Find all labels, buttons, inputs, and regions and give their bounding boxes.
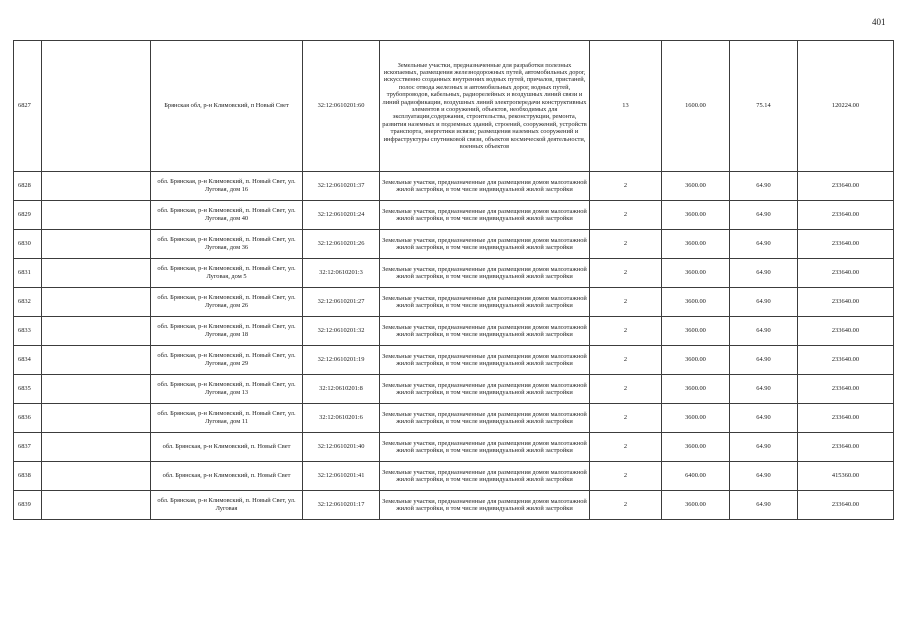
cadastral-number-cell: 32:12:0610201:17 [303, 491, 380, 520]
land-purpose-cell: Земельные участки, предназначенные для размещения домов малоэтажной жилой застройки, в том числе индивидуальной жилой застройки [380, 375, 590, 404]
specific-value-cell: 64.90 [730, 462, 798, 491]
area-cell: 3600.00 [662, 317, 730, 346]
table-row [14, 404, 894, 433]
table-body [14, 41, 894, 520]
address-cell: обл. Брянская, р-н Климовский, п. Новый Свет, ул. Луговая, дом 11 [151, 404, 303, 433]
row-number: 6827 [14, 41, 42, 172]
group-cell: 2 [590, 375, 662, 404]
address-cell: обл. Брянская, р-н Климовский, п. Новый Свет, ул. Луговая, дом 40 [151, 201, 303, 230]
blank-cell [42, 317, 151, 346]
table-row [14, 201, 894, 230]
table-row [14, 317, 894, 346]
cadastral-value-cell: 233640.00 [798, 375, 894, 404]
land-purpose-cell: Земельные участки, предназначенные для размещения домов малоэтажной жилой застройки, в том числе индивидуальной жилой застройки [380, 491, 590, 520]
cadastral-number-cell: 32:12:0610201:19 [303, 346, 380, 375]
blank-cell [42, 491, 151, 520]
blank-cell [42, 433, 151, 462]
address-cell: обл. Брянская, р-н Климовский, п. Новый Свет, ул. Луговая, дом 29 [151, 346, 303, 375]
row-number: 6833 [14, 317, 42, 346]
specific-value-cell: 64.90 [730, 433, 798, 462]
land-purpose-cell: Земельные участки, предназначенные для размещения домов малоэтажной жилой застройки, в том числе индивидуальной жилой застройки [380, 259, 590, 288]
land-purpose-cell: Земельные участки, предназначенные для размещения домов малоэтажной жилой застройки, в том числе индивидуальной жилой застройки [380, 230, 590, 259]
cadastral-number-cell: 32:12:0610201:6 [303, 404, 380, 433]
row-number: 6838 [14, 462, 42, 491]
cadastral-number-cell: 32:12:0610201:24 [303, 201, 380, 230]
specific-value-cell: 64.90 [730, 288, 798, 317]
address-cell: обл. Брянская, р-н Климовский, п. Новый Свет, ул. Луговая, дом 18 [151, 317, 303, 346]
group-cell: 2 [590, 230, 662, 259]
blank-cell [42, 346, 151, 375]
cadastral-number-cell: 32:12:0610201:40 [303, 433, 380, 462]
specific-value-cell: 64.90 [730, 259, 798, 288]
cadastral-value-cell: 415360.00 [798, 462, 894, 491]
specific-value-cell: 64.90 [730, 346, 798, 375]
address-cell: обл. Брянская, р-н Климовский, п. Новый Свет, ул. Луговая, дом 16 [151, 172, 303, 201]
cadastral-number-cell: 32:12:0610201:26 [303, 230, 380, 259]
specific-value-cell: 64.90 [730, 491, 798, 520]
cadastral-number-cell: 32:12:0610201:8 [303, 375, 380, 404]
blank-cell [42, 375, 151, 404]
row-number: 6837 [14, 433, 42, 462]
table-row [14, 259, 894, 288]
group-cell: 13 [590, 41, 662, 172]
cadastral-value-cell: 233640.00 [798, 317, 894, 346]
blank-cell [42, 288, 151, 317]
area-cell: 3600.00 [662, 404, 730, 433]
cadastral-value-cell: 233640.00 [798, 433, 894, 462]
area-cell: 3600.00 [662, 201, 730, 230]
land-purpose-cell: Земельные участки, предназначенные для размещения домов малоэтажной жилой застройки, в том числе индивидуальной жилой застройки [380, 433, 590, 462]
group-cell: 2 [590, 462, 662, 491]
group-cell: 2 [590, 346, 662, 375]
address-cell: Брянская обл, р-н Климовский, п Новый Свет [151, 41, 303, 172]
land-purpose-cell: Земельные участки, предназначенные для разработки полезных ископаемых, размещения железнодорожных путей, автомобильных дорог, искусственно созданных внутренних водных путей, причалов, пристаней, полос отвода железных и автомобильных дорог, водных путей, трубопроводов, кабельных, радиорелейных и воздушных линий связи и линий радиофикации, воздушных линий электропередачи конструктивных элементов и сооружений, объектов, необходимых для эксплуатации,содержания, строительства, реконструкции, ремонта, развития наземных и подземных зданий, строений, сооружений, устройств транспорта, энергетики исвязи; размещения наземных сооружений и инфраструктуры спутниковой связи, объектов космической деятельности, военных объектов [380, 41, 590, 172]
blank-cell [42, 462, 151, 491]
cadastral-value-cell: 233640.00 [798, 404, 894, 433]
cadastral-number-cell: 32:12:0610201:37 [303, 172, 380, 201]
row-number: 6834 [14, 346, 42, 375]
specific-value-cell: 75.14 [730, 41, 798, 172]
table-row [14, 172, 894, 201]
land-purpose-cell: Земельные участки, предназначенные для размещения домов малоэтажной жилой застройки, в том числе индивидуальной жилой застройки [380, 172, 590, 201]
cadastral-number-cell: 32:12:0610201:3 [303, 259, 380, 288]
address-cell: обл. Брянская, р-н Климовский, п. Новый Свет, ул. Луговая, дом 36 [151, 230, 303, 259]
specific-value-cell: 64.90 [730, 404, 798, 433]
specific-value-cell: 64.90 [730, 201, 798, 230]
land-purpose-cell: Земельные участки, предназначенные для размещения домов малоэтажной жилой застройки, в том числе индивидуальной жилой застройки [380, 404, 590, 433]
group-cell: 2 [590, 433, 662, 462]
cadastral-value-table [13, 40, 894, 520]
cadastral-value-cell: 233640.00 [798, 288, 894, 317]
area-cell: 3600.00 [662, 172, 730, 201]
address-cell: обл. Брянская, р-н Климовский, п. Новый Свет, ул. Луговая, дом 5 [151, 259, 303, 288]
cadastral-value-cell: 233640.00 [798, 172, 894, 201]
area-cell: 6400.00 [662, 462, 730, 491]
address-cell: обл. Брянская, р-н Климовский, п. Новый Свет, ул. Луговая [151, 491, 303, 520]
address-cell: обл. Брянская, р-н Климовский, п. Новый Свет, ул. Луговая, дом 26 [151, 288, 303, 317]
row-number: 6835 [14, 375, 42, 404]
area-cell: 1600.00 [662, 41, 730, 172]
page-number: 401 [872, 17, 886, 27]
cadastral-value-cell: 233640.00 [798, 259, 894, 288]
cadastral-value-cell: 233640.00 [798, 346, 894, 375]
row-number: 6831 [14, 259, 42, 288]
blank-cell [42, 172, 151, 201]
table-row [14, 375, 894, 404]
cadastral-value-cell: 233640.00 [798, 491, 894, 520]
cadastral-value-cell: 233640.00 [798, 201, 894, 230]
table-row [14, 288, 894, 317]
cadastral-number-cell: 32:12:0610201:27 [303, 288, 380, 317]
specific-value-cell: 64.90 [730, 375, 798, 404]
table-row [14, 41, 894, 172]
area-cell: 3600.00 [662, 491, 730, 520]
area-cell: 3600.00 [662, 346, 730, 375]
group-cell: 2 [590, 404, 662, 433]
table-row [14, 491, 894, 520]
land-purpose-cell: Земельные участки, предназначенные для размещения домов малоэтажной жилой застройки, в том числе индивидуальной жилой застройки [380, 462, 590, 491]
address-cell: обл. Брянская, р-н Климовский, п. Новый Свет [151, 462, 303, 491]
blank-cell [42, 230, 151, 259]
cadastral-number-cell: 32:12:0610201:41 [303, 462, 380, 491]
row-number: 6828 [14, 172, 42, 201]
land-purpose-cell: Земельные участки, предназначенные для размещения домов малоэтажной жилой застройки, в том числе индивидуальной жилой застройки [380, 288, 590, 317]
area-cell: 3600.00 [662, 288, 730, 317]
specific-value-cell: 64.90 [730, 172, 798, 201]
table-row [14, 433, 894, 462]
cadastral-value-cell: 233640.00 [798, 230, 894, 259]
row-number: 6832 [14, 288, 42, 317]
area-cell: 3600.00 [662, 375, 730, 404]
row-number: 6839 [14, 491, 42, 520]
row-number: 6830 [14, 230, 42, 259]
row-number: 6836 [14, 404, 42, 433]
area-cell: 3600.00 [662, 259, 730, 288]
group-cell: 2 [590, 259, 662, 288]
row-number: 6829 [14, 201, 42, 230]
cadastral-number-cell: 32:12:0610201:60 [303, 41, 380, 172]
table-row [14, 346, 894, 375]
group-cell: 2 [590, 491, 662, 520]
group-cell: 2 [590, 172, 662, 201]
group-cell: 2 [590, 201, 662, 230]
specific-value-cell: 64.90 [730, 230, 798, 259]
table-row [14, 462, 894, 491]
specific-value-cell: 64.90 [730, 317, 798, 346]
land-purpose-cell: Земельные участки, предназначенные для размещения домов малоэтажной жилой застройки, в том числе индивидуальной жилой застройки [380, 201, 590, 230]
address-cell: обл. Брянская, р-н Климовский, п. Новый Свет, ул. Луговая, дом 13 [151, 375, 303, 404]
blank-cell [42, 201, 151, 230]
land-purpose-cell: Земельные участки, предназначенные для размещения домов малоэтажной жилой застройки, в том числе индивидуальной жилой застройки [380, 317, 590, 346]
blank-cell [42, 404, 151, 433]
table-row [14, 230, 894, 259]
cadastral-value-cell: 120224.00 [798, 41, 894, 172]
cadastral-number-cell: 32:12:0610201:32 [303, 317, 380, 346]
group-cell: 2 [590, 288, 662, 317]
land-purpose-cell: Земельные участки, предназначенные для размещения домов малоэтажной жилой застройки, в том числе индивидуальной жилой застройки [380, 346, 590, 375]
blank-cell [42, 41, 151, 172]
area-cell: 3600.00 [662, 230, 730, 259]
group-cell: 2 [590, 317, 662, 346]
area-cell: 3600.00 [662, 433, 730, 462]
address-cell: обл. Брянская, р-н Климовский, п. Новый Свет [151, 433, 303, 462]
blank-cell [42, 259, 151, 288]
